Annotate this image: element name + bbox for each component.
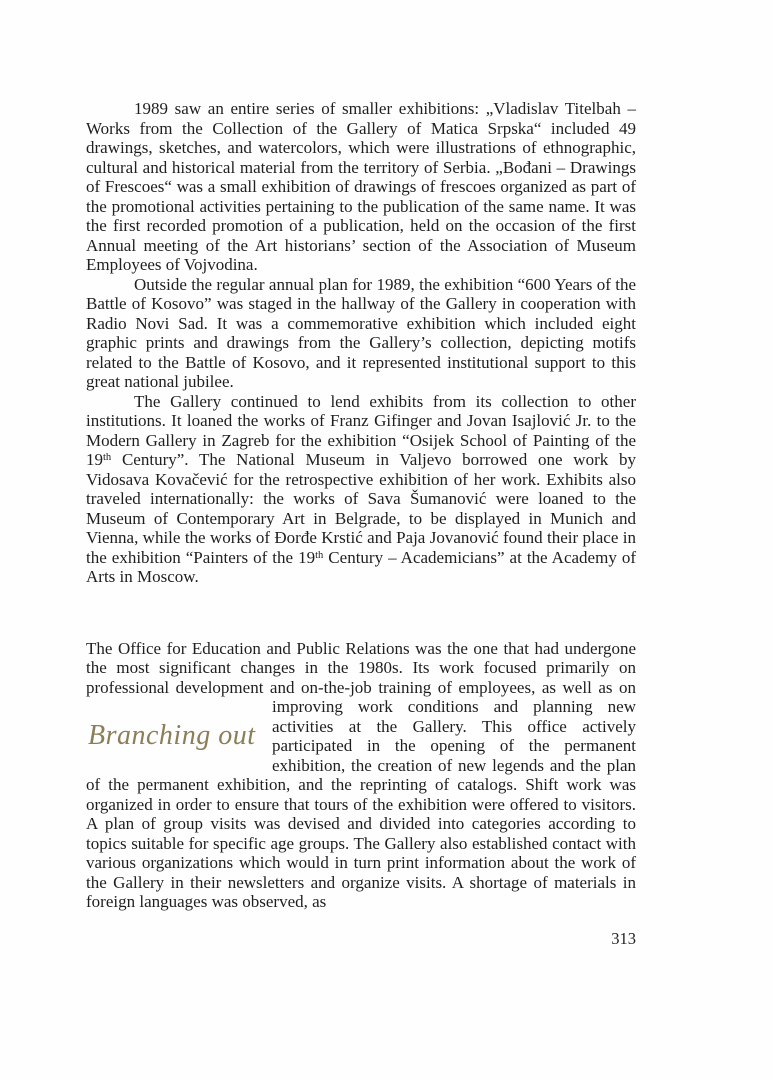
paragraph-segment: as on improving work conditions and planning new activities at the Gallery. This office actively participated in the opening of the permanent exhibition, the creation of new legends and the plan of the permanent exhibition, and the reprinting of catalogs. Shift work was organized in order to ensure that tours of the exhibition were offered to visitors. A plan of group visits was devised and divided into categories according to topics suitable for specific age groups. The Gallery also established contact with various organizations which would in turn print information about the work of the Gallery in their newsletters and organize visits. A shortage of materials in foreign languages was observed, as — [86, 677, 636, 911]
paragraph-segment: The Office for Education and Public Relations was the one that had undergone the most significant changes in the 1980s. Its work focused primarily on professional development and on-the-job training of employees, as well — [86, 638, 636, 697]
paragraph-branching-out — [86, 639, 636, 912]
paragraph-battle-of-kosovo: Outside the regular annual plan for 1989, the exhibition “600 Years of the Battle of Kosovo” was staged in the hallway of the Gallery in cooperation with Radio Novi Sad. It was a commemorative exhibition which included eight graphic prints and drawings from the Gallery’s collection, depicting motifs related to the Battle of Kosovo, and it represented institutional support to this great national jubilee. — [86, 274, 636, 391]
text-block — [86, 99, 636, 912]
paragraph-segment: The Gallery continued to lend exhibits from its collection to other institutions. It loaned the works of Franz Gifinger and Jovan Isajlović Jr. to the Modern Gallery in Zagreb for the exhibition “Osijek School of Painting of the 19 — [86, 391, 636, 469]
section-heading: Branching out — [88, 720, 256, 751]
paragraph-segment: Century – Academicians” at the Academy of Arts in Moscow. — [86, 547, 637, 586]
paragraph-lending-exhibits — [86, 392, 636, 587]
superscript-th: th — [315, 549, 324, 561]
superscript-th: th — [103, 452, 112, 464]
page-number: 313 — [611, 929, 636, 948]
paragraph-segment: Century”. The National Museum in Valjevo borrowed one work by Vidosava Kovačević for the retrospective exhibition of her work. Exhibits also traveled internationally: the works of Sava Šumanović were loaned to the Museum of Contemporary Art in Belgrade, to be displayed in Munich and Vienna, while the works of Đorđe Krstić and Paja Jovanović found their place in the exhibition “Painters of the 19 — [86, 450, 636, 567]
section-heading-container — [86, 697, 272, 775]
paragraph-exhibitions-1989: 1989 saw an entire series of smaller exhibitions: „Vladislav Titelbah – Works from the Collection of the Gallery of Matica Srpska“ included 49 drawings, sketches, and watercolors, which were illustrations of ethnographic, cultural and historical material from the territory of Serbia. „Bođani – Drawings of Frescoes“ was a small exhibition of drawings of frescoes organized as part of the promotional activities pertaining to the publication of the same name. It was the first recorded promotion of a publication, held on the occasion of the first Annual meeting of the Art historians’ section of the Association of Museum Employees of Vojvodina. — [86, 99, 636, 274]
